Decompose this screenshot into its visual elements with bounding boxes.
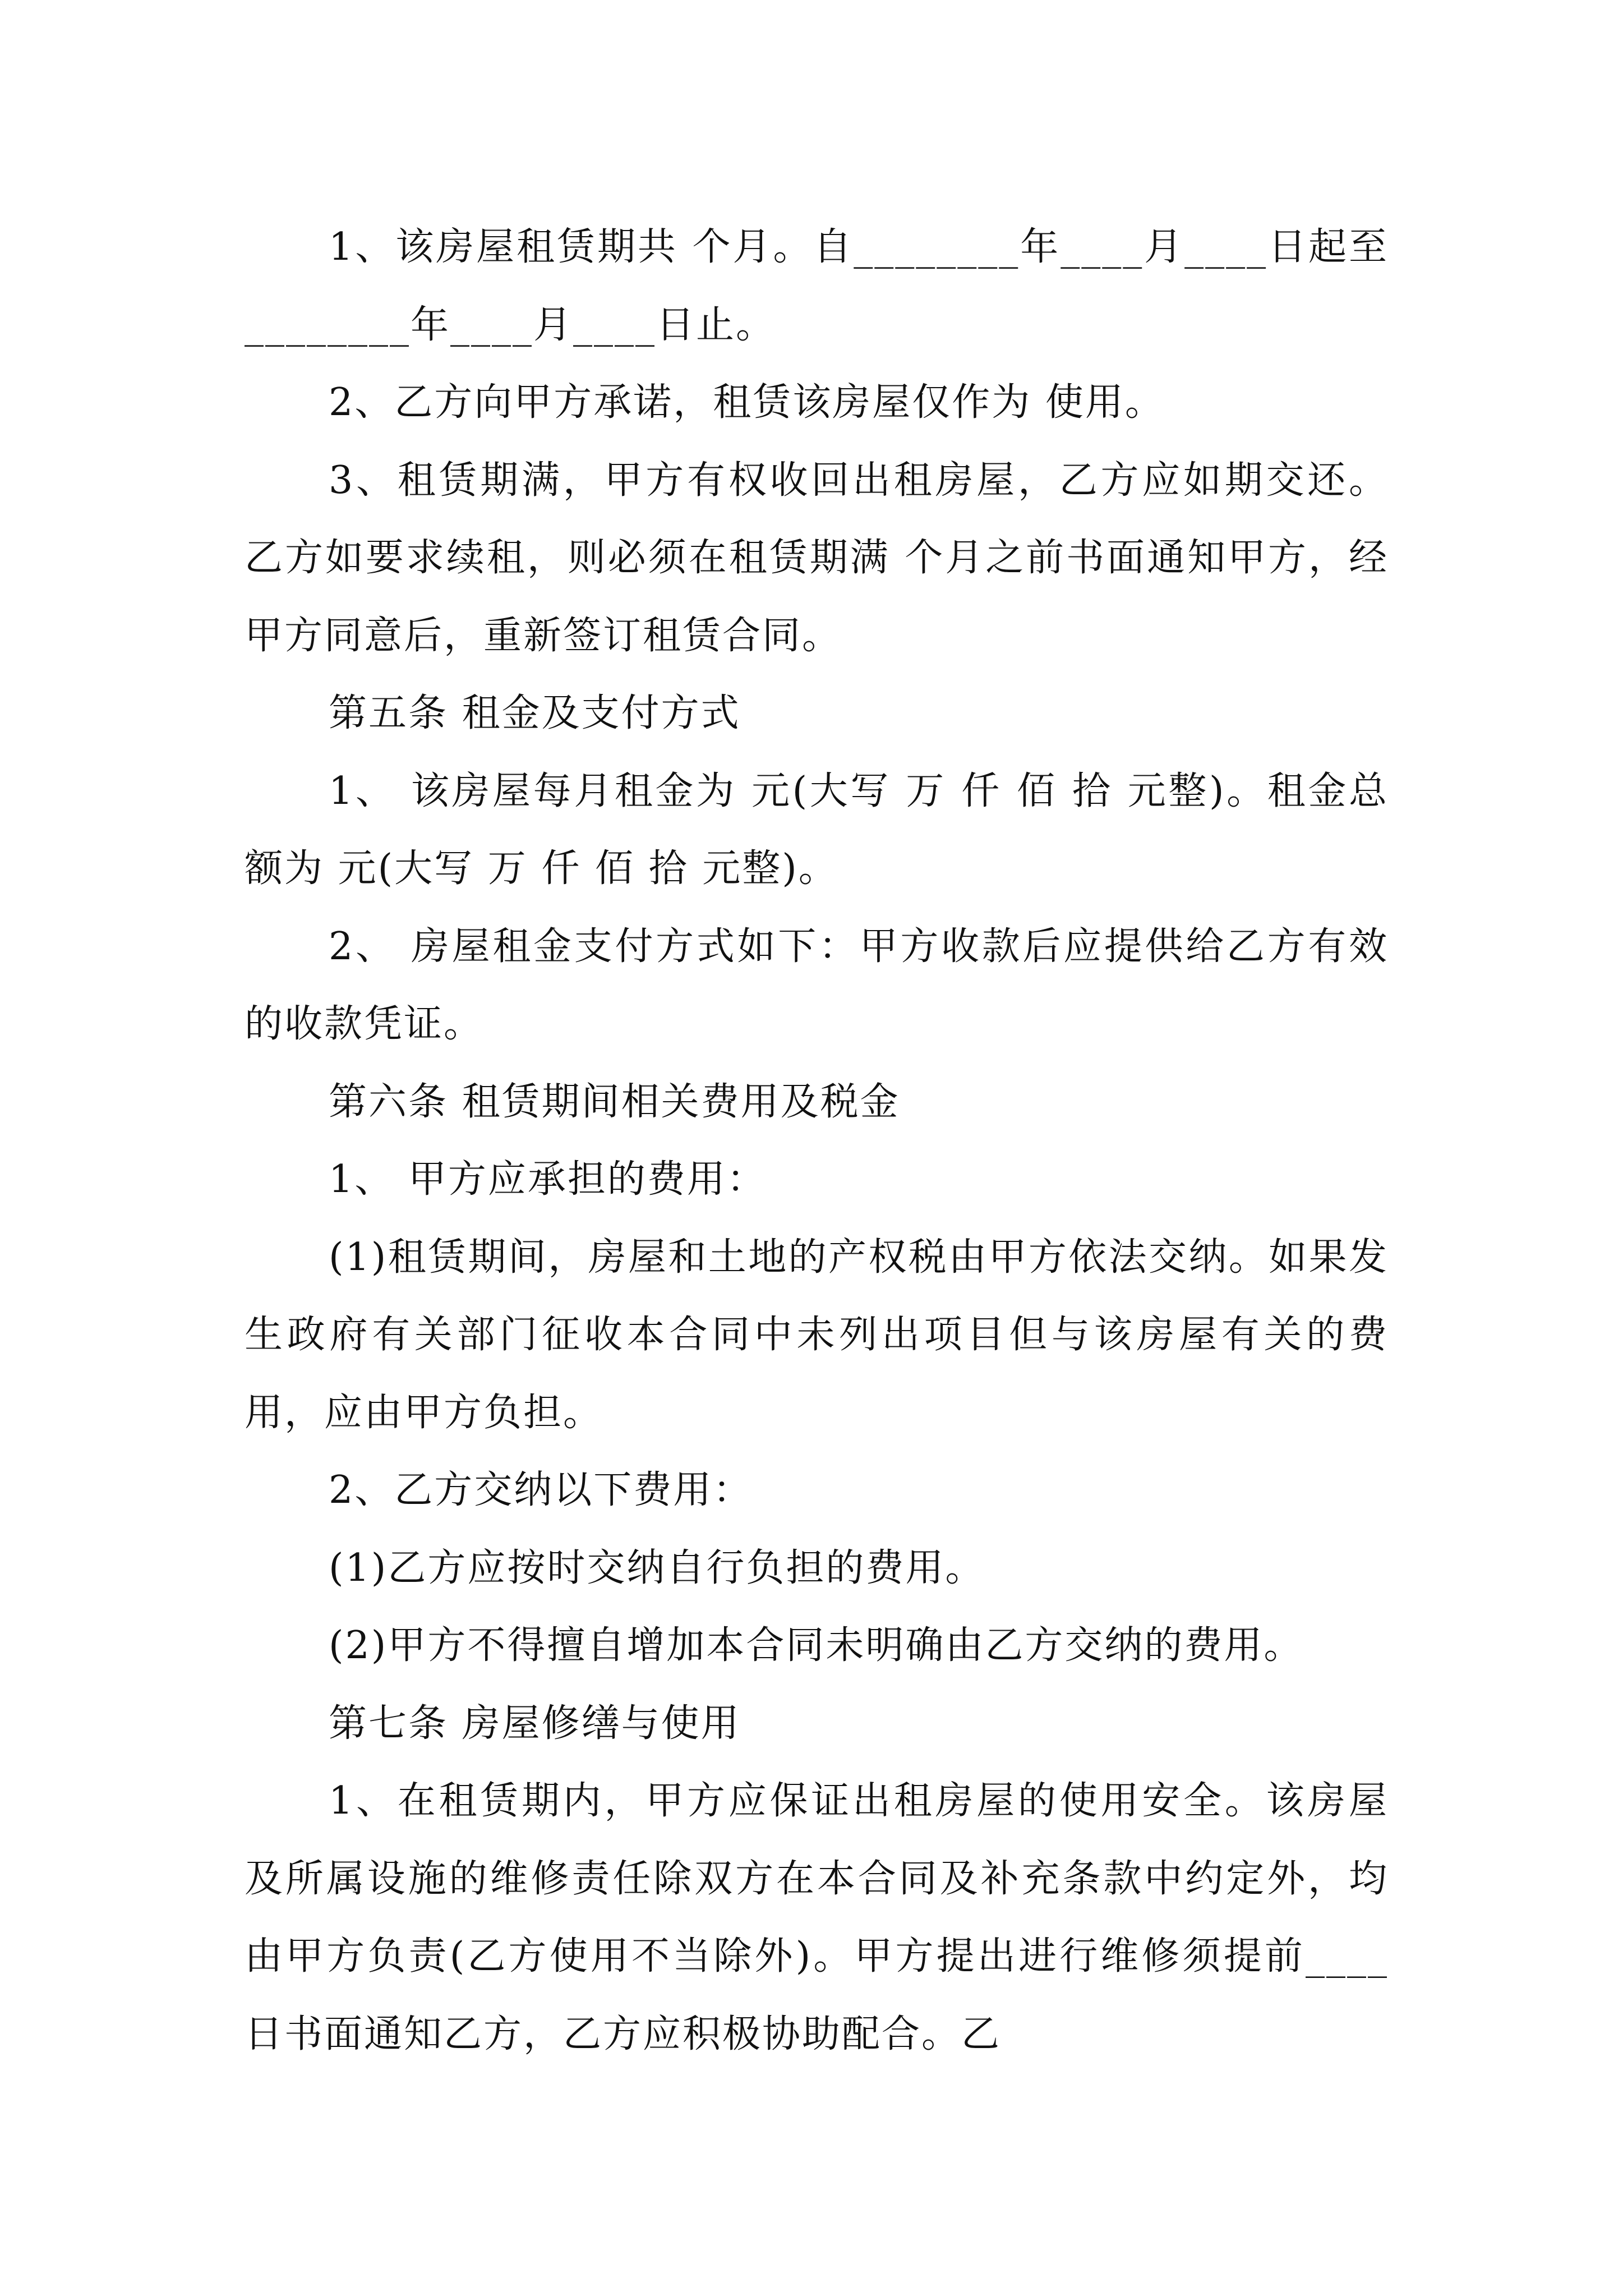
paragraph-usage-promise: 2、乙方向甲方承诺，租赁该房屋仅作为 使用。: [329, 380, 1165, 425]
paragraph-property-tax: (1)租赁期间，房屋和土地的产权税由甲方依法交纳。如果发生政府有关部门征收本合同中未列出项目但与该房屋有关的费用，应由甲方负担。: [245, 1235, 1389, 1435]
paragraph-party-b-fee-1: (1)乙方应按时交纳自行负担的费用。: [329, 1545, 985, 1590]
paragraph-repair-use: 1、在租赁期内，甲方应保证出租房屋的使用安全。该房屋及所属设施的维修责任除双方在本合同及补充条款中约定外，均由甲方负责(乙方使用不当除外)。甲方提出进行维修须提前____日书面通知乙方，乙方应积极协助配合。乙: [245, 1779, 1389, 2056]
heading-article-7: 第七条 房屋修缮与使用: [329, 1701, 741, 1746]
paragraph-rent-payment: 2、 房屋租金支付方式如下：甲方收款后应提供给乙方有效的收款凭证。: [245, 924, 1389, 1046]
paragraph-rent-amount: 1、 该房屋每月租金为 元(大写 万 仟 佰 拾 元整)。租金总额为 元(大写 万 仟 佰 拾 元整)。: [245, 769, 1389, 891]
document-body: [245, 209, 1389, 2073]
heading-article-5: 第五条 租金及支付方式: [329, 691, 741, 735]
paragraph-lease-term: 1、该房屋租赁期共 个月。自________年____月____日起至________年____月____日止。: [245, 225, 1389, 347]
heading-article-6: 第六条 租赁期间相关费用及税金: [329, 1079, 900, 1124]
paragraph-lease-renewal: 3、租赁期满，甲方有权收回出租房屋，乙方应如期交还。乙方如要求续租，则必须在租赁期满 个月之前书面通知甲方，经甲方同意后，重新签订租赁合同。: [245, 458, 1389, 658]
paragraph-party-b-fees: 2、乙方交纳以下费用：: [329, 1468, 753, 1512]
paragraph-party-b-fee-2: (2)甲方不得擅自增加本合同未明确由乙方交纳的费用。: [329, 1623, 1304, 1668]
paragraph-party-a-fees: 1、 甲方应承担的费用：: [329, 1157, 767, 1202]
